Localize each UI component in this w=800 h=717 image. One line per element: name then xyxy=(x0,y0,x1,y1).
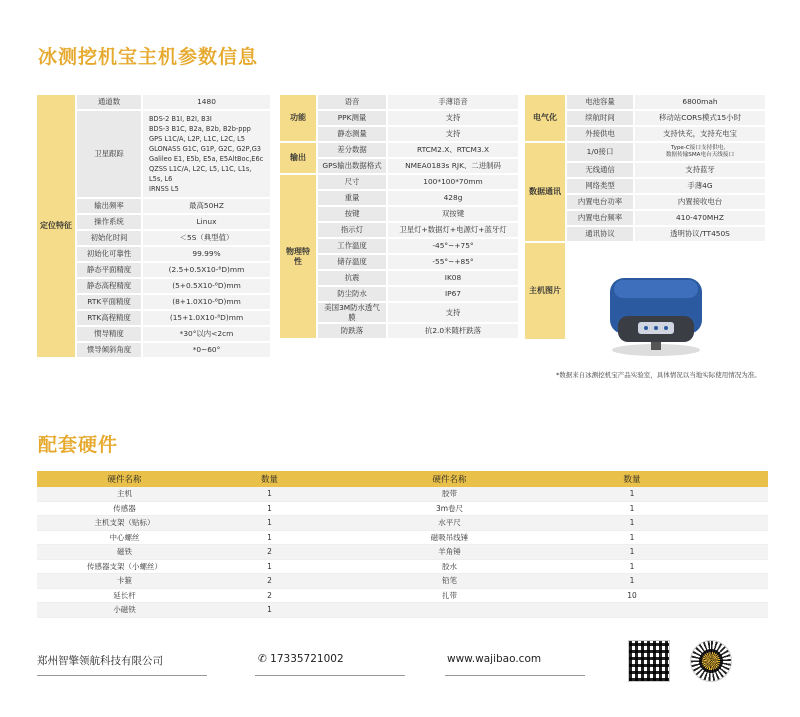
hardware-qty: 1 xyxy=(267,561,272,571)
spec-row xyxy=(37,95,270,109)
spec-row xyxy=(525,143,765,161)
spec-label: 重量 xyxy=(318,191,388,205)
spec-label: 内置电台频率 xyxy=(567,211,635,225)
spec-table-function-physical xyxy=(280,93,518,340)
spec-label: 外接供电 xyxy=(567,127,635,141)
page-title: 冰测挖机宝主机参数信息 xyxy=(38,46,259,68)
hardware-name: 铅笔 xyxy=(442,576,457,586)
spec-label: 初始化时间 xyxy=(77,231,143,245)
spec-value: 支持 xyxy=(388,111,518,125)
spec-label: 电池容量 xyxy=(567,95,635,109)
hardware-name: 小磁铁 xyxy=(113,605,136,615)
spec-value: 99.99% xyxy=(143,247,270,261)
spec-label: 尺寸 xyxy=(318,175,388,189)
hardware-qty: 1 xyxy=(629,561,635,571)
spec-value: (2.5+0.5X10-⁶D)mm xyxy=(143,263,270,277)
spec-row xyxy=(280,175,518,189)
spec-value: BDS-2 B1I, B2I, B3I BDS-3 B1C, B2a, B2b, B2b-ppp GPS L1C/A, L2P, L1C, L2C, L5 GLONASS G1C, G1P, G2C, G2P,G3 Galileo E1, E5b, E5a, E5AltBoc,E6c QZSS L1C/A, L2C, L5, L1C, L1s, L5s, L6 IRNSS L5 xyxy=(143,111,270,197)
spec-value: 卫星灯+数据灯+电源灯+蓝牙灯 xyxy=(388,223,518,237)
spec-label: 惯导精度 xyxy=(77,327,143,341)
spec-value: (5+0.5X10-⁶D)mm xyxy=(143,279,270,293)
spec-label: 储存温度 xyxy=(318,255,388,269)
spec-label: 抗震 xyxy=(318,271,388,285)
hardware-row xyxy=(37,487,768,502)
hardware-name: 主机支架（贴标） xyxy=(94,518,155,528)
spec-value: 手薄语音 xyxy=(388,95,518,109)
spec-category: 输出 xyxy=(280,143,318,173)
hardware-table xyxy=(37,471,768,618)
spec-label: 按键 xyxy=(318,207,388,221)
spec-label: 工作温度 xyxy=(318,239,388,253)
website-link[interactable]: www.wajibao.com xyxy=(447,653,542,665)
spec-label: PPK测量 xyxy=(318,111,388,125)
spec-label: 惯导倾斜角度 xyxy=(77,343,143,357)
spec-table-positioning xyxy=(37,93,270,359)
spec-value: 内置接收电台 xyxy=(635,195,765,209)
header-name-2: 硬件名称 xyxy=(432,475,467,485)
hardware-table-header xyxy=(37,471,768,487)
qr-code-icon xyxy=(628,640,670,682)
spec-value: Type-C接口支持供电， 数据传输SMA电台天线接口 xyxy=(635,143,765,161)
spec-label: 美国3M防水透气膜 xyxy=(318,303,388,322)
spec-label: 静态高程精度 xyxy=(77,279,143,293)
hardware-row xyxy=(37,531,768,546)
hardware-name: 中心螺丝 xyxy=(109,532,140,542)
hardware-name: 主机 xyxy=(117,489,132,499)
spec-value: 手薄4G xyxy=(635,179,765,193)
hardware-row xyxy=(37,603,768,618)
spec-label: 静态平面精度 xyxy=(77,263,143,277)
spec-category: 定位特征 xyxy=(37,95,77,357)
receiver-device-image xyxy=(604,270,708,358)
spec-value: 移动站CORS模式15小时 xyxy=(635,111,765,125)
hardware-qty: 1 xyxy=(629,489,635,499)
mini-program-code-icon xyxy=(690,640,732,682)
spec-label: GPS输出数据格式 xyxy=(318,159,388,173)
spec-label: 防尘防水 xyxy=(318,287,388,301)
spec-category: 主机图片 xyxy=(525,243,567,339)
spec-value: IK08 xyxy=(388,271,518,285)
spec-value: 支持 xyxy=(388,303,518,322)
hardware-qty: 10 xyxy=(627,590,637,600)
hardware-qty: 1 xyxy=(629,503,635,513)
hardware-qty: 1 xyxy=(267,605,272,615)
spec-value: 410-470MHZ xyxy=(635,211,765,225)
spec-row xyxy=(280,143,518,157)
hardware-name: 传感器支架（小螺丝） xyxy=(87,561,162,571)
hardware-qty: 1 xyxy=(629,576,635,586)
hardware-row xyxy=(37,516,768,531)
spec-label: 内置电台功率 xyxy=(567,195,635,209)
hardware-qty: 1 xyxy=(629,532,635,542)
spec-value: 支持快充，支持充电宝 xyxy=(635,127,765,141)
spec-label: 1/0接口 xyxy=(567,143,635,161)
hardware-name: 3m卷尺 xyxy=(435,503,464,513)
hardware-name: 磁铁 xyxy=(117,547,132,557)
spec-value: RTCM2.X、RTCM3.X xyxy=(388,143,518,157)
hardware-qty: 2 xyxy=(267,590,272,600)
hardware-qty: 1 xyxy=(267,518,272,528)
hardware-name: 胶带 xyxy=(442,489,457,499)
hardware-row xyxy=(37,545,768,560)
spec-value: 1480 xyxy=(143,95,270,109)
spec-value: 最高50HZ xyxy=(143,199,270,213)
spec-value: -45°~+75° xyxy=(388,239,518,253)
hardware-name: 水平尺 xyxy=(438,518,461,528)
spec-value: 6800mah xyxy=(635,95,765,109)
hardware-name: 传感器 xyxy=(113,503,136,513)
spec-value: *30°以内<2cm xyxy=(143,327,270,341)
hardware-row xyxy=(37,589,768,604)
spec-label: 防跌落 xyxy=(318,324,388,338)
phone-contact[interactable] xyxy=(258,653,344,665)
hardware-qty: 2 xyxy=(267,547,272,557)
spec-label: 通讯协议 xyxy=(567,227,635,241)
hardware-qty: 1 xyxy=(629,547,635,557)
spec-value: 抗2.0米随杆跌落 xyxy=(388,324,518,338)
header-qty-1: 数量 xyxy=(260,475,278,485)
hardware-name: 胶水 xyxy=(442,561,457,571)
spec-label: 初始化可靠性 xyxy=(77,247,143,261)
hardware-row xyxy=(37,560,768,575)
company-name: 郑州智擎领航科技有限公司 xyxy=(37,655,163,667)
spec-label: 差分数据 xyxy=(318,143,388,157)
phone-number: 17335721002 xyxy=(270,653,344,665)
header-qty-2: 数量 xyxy=(623,475,641,485)
spec-value: IP67 xyxy=(388,287,518,301)
hardware-qty: 2 xyxy=(267,576,272,586)
spec-value: (8+1.0X10-⁶D)mm xyxy=(143,295,270,309)
hardware-qty: 1 xyxy=(629,518,635,528)
spec-value: (15+1.0X10-⁶D)mm xyxy=(143,311,270,325)
hardware-name: 磁吸吊线锤 xyxy=(430,532,469,542)
spec-label: 静态测量 xyxy=(318,127,388,141)
spec-label: RTK平面精度 xyxy=(77,295,143,309)
hardware-qty: 1 xyxy=(267,489,272,499)
spec-label: 语音 xyxy=(318,95,388,109)
spec-label: RTK高程精度 xyxy=(77,311,143,325)
spec-value: *0~60° xyxy=(143,343,270,357)
spec-value: 支持 xyxy=(388,127,518,141)
hardware-qty: 1 xyxy=(267,532,272,542)
spec-label: 无线通信 xyxy=(567,163,635,177)
phone-icon: ✆ xyxy=(258,653,267,665)
spec-label: 续航时间 xyxy=(567,111,635,125)
spec-category: 数据通讯 xyxy=(525,143,567,241)
spec-category: 功能 xyxy=(280,95,318,141)
section-title-hardware: 配套硬件 xyxy=(38,434,119,456)
hardware-qty: 1 xyxy=(267,503,272,513)
spec-label: 卫星跟踪 xyxy=(77,111,143,197)
spec-label: 输出频率 xyxy=(77,199,143,213)
spec-value: 支持蓝牙 xyxy=(635,163,765,177)
spec-value: ＜5S（典型值） xyxy=(143,231,270,245)
spec-label: 网络类型 xyxy=(567,179,635,193)
spec-label: 指示灯 xyxy=(318,223,388,237)
header-name-1: 硬件名称 xyxy=(107,475,142,485)
spec-value: 100*100*70mm xyxy=(388,175,518,189)
spec-value: 428g xyxy=(388,191,518,205)
spec-value: -55°~+85° xyxy=(388,255,518,269)
spec-row xyxy=(280,95,518,109)
spec-label: 通道数 xyxy=(77,95,143,109)
hardware-name: 卡箍 xyxy=(117,576,132,586)
spec-category: 电气化 xyxy=(525,95,567,141)
spec-value: 双按键 xyxy=(388,207,518,221)
spec-value: NMEA0183s RJK、二进制码 xyxy=(388,159,518,173)
spec-category: 物理特性 xyxy=(280,175,318,338)
hardware-name: 延长杆 xyxy=(113,590,136,600)
spec-value: Linux xyxy=(143,215,270,229)
hardware-row xyxy=(37,574,768,589)
spec-value: 透明协议/TT450S xyxy=(635,227,765,241)
hardware-name: 羊角锤 xyxy=(438,547,461,557)
spec-row xyxy=(525,95,765,109)
spec-label: 操作系统 xyxy=(77,215,143,229)
hardware-name: 扎带 xyxy=(442,590,457,600)
hardware-row xyxy=(37,502,768,517)
data-disclaimer: *数据来自冰测挖机宝产品实验室，具体情况以当地实际使用情况为准。 xyxy=(556,371,761,379)
